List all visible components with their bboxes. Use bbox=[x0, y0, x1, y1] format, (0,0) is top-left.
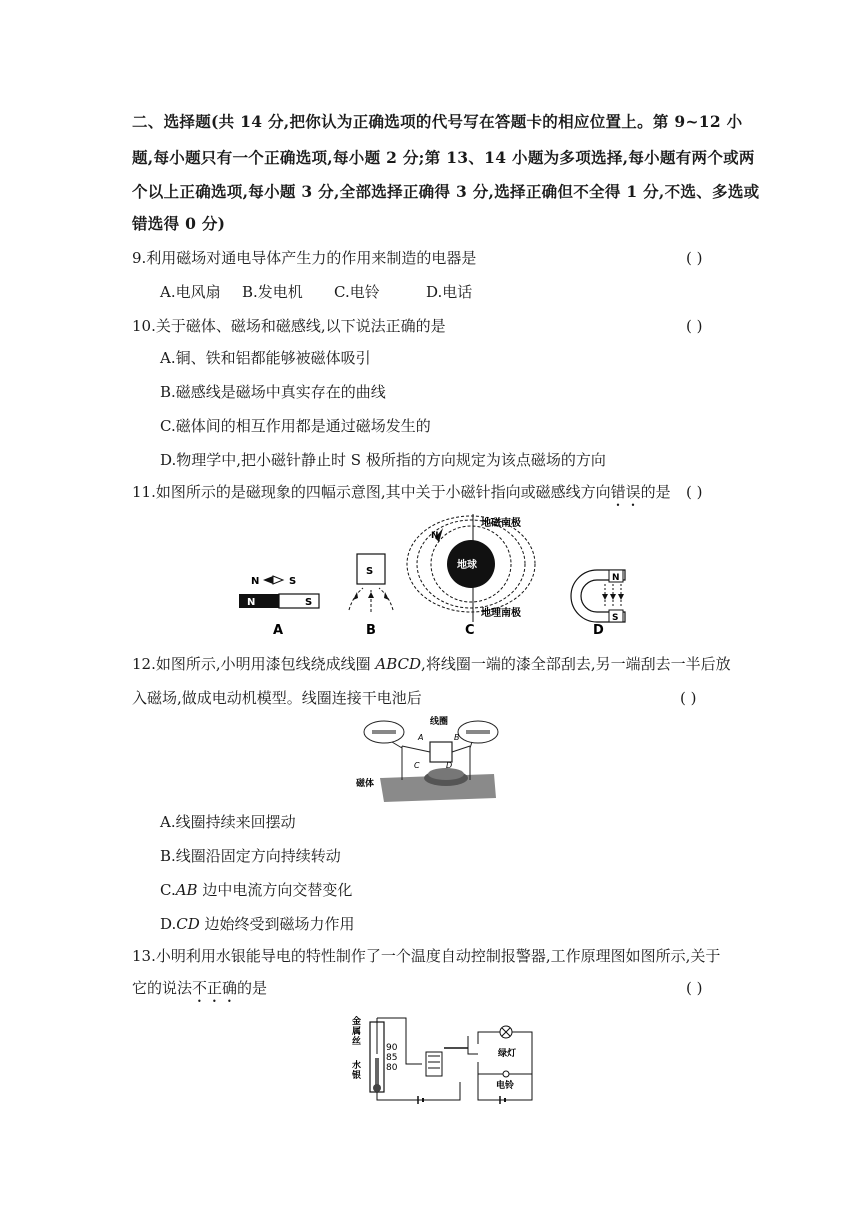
q13-wire-label-1: 金 bbox=[352, 1017, 362, 1027]
q10-option-a: A.铜、铁和铝都能够被磁体吸引 bbox=[160, 349, 371, 367]
q11-c-needle-n: N bbox=[431, 531, 439, 541]
q11-stem bbox=[132, 482, 732, 510]
svg-text:C: C bbox=[414, 761, 420, 770]
arrow-up-icon bbox=[368, 592, 374, 598]
bar-magnet-n-half bbox=[239, 594, 279, 608]
section-heading-line-2: 题,每小题只有一个正确选项,每小题 2 分;第 13、14 小题为多项选择,每小题有两个或两 bbox=[132, 148, 755, 167]
svg-text:A: A bbox=[418, 733, 424, 742]
q12-stem-line-1: 12.如图所示,小明用漆包线绕成线圈 ABCD,将线圈一端的漆全部刮去,另一端刮去一半后放 bbox=[132, 655, 731, 673]
q10-option-c: C.磁体间的相互作用都是通过磁场发生的 bbox=[160, 417, 431, 435]
svg-text:B: B bbox=[454, 733, 460, 742]
svg-text:D: D bbox=[446, 761, 453, 770]
coil bbox=[430, 742, 452, 762]
q11-answer-paren: ( ) bbox=[686, 483, 703, 501]
q13-figure bbox=[350, 1014, 540, 1108]
q11-a-magnet-s: S bbox=[305, 597, 313, 608]
q11-label-d: D bbox=[593, 623, 604, 638]
q12-option-d: D.CD 边始终受到磁场力作用 bbox=[160, 915, 355, 933]
svg-text:85: 85 bbox=[386, 1053, 398, 1063]
q11-figure-a bbox=[239, 576, 319, 638]
q11-stem-emphasis: 错误 bbox=[610, 483, 641, 501]
q12-option-c: C.AB 边中电流方向交替变化 bbox=[160, 881, 353, 899]
q11-b-magnet-s: S bbox=[366, 566, 374, 577]
svg-text:丝: 丝 bbox=[352, 1037, 362, 1047]
q10-answer-paren: ( ) bbox=[686, 317, 703, 335]
q12-coil-label: 线圈 bbox=[430, 717, 449, 727]
q11-label-a: A bbox=[273, 623, 284, 638]
q12-stem-line-2: 入磁场,做成电动机模型。线圈连接干电池后 bbox=[132, 689, 422, 707]
q9-option-a: A.电风扇 bbox=[160, 283, 221, 301]
q11-label-b: B bbox=[366, 623, 376, 638]
q13-stem-line-1: 13.小明利用水银能导电的特性制作了一个温度自动控制报警器,工作原理图如图所示,关于 bbox=[132, 947, 721, 965]
q12-option-b: B.线圈沿固定方向持续转动 bbox=[160, 847, 341, 865]
section-heading-line-1: 二、选择题(共 14 分,把你认为正确选项的代号写在答题卡的相应位置上。第 9~12 小 bbox=[132, 112, 743, 131]
q9-option-b: B.发电机 bbox=[242, 283, 303, 301]
q10-option-b: B.磁感线是磁场中真实存在的曲线 bbox=[160, 383, 386, 401]
bar-magnet-s-half bbox=[279, 594, 319, 608]
q12-option-a: A.线圈持续来回摆动 bbox=[160, 813, 296, 831]
q11-a-magnet-n: N bbox=[247, 597, 256, 608]
q13-mercury-label-1: 水 bbox=[352, 1061, 362, 1071]
q9-option-c: C.电铃 bbox=[334, 283, 380, 301]
q11-a-needle-n: N bbox=[251, 576, 260, 587]
q11-a-needle-s: S bbox=[289, 576, 297, 587]
q11-figure bbox=[225, 512, 645, 640]
q12-answer-paren: ( ) bbox=[680, 689, 697, 707]
svg-text:90: 90 bbox=[386, 1043, 398, 1053]
q11-stem-after: 的是 bbox=[640, 483, 671, 501]
q11-c-earth: 地球 bbox=[457, 560, 477, 571]
svg-text:属: 属 bbox=[352, 1027, 362, 1037]
q9-stem: 9.利用磁场对通电导体产生力的作用来制造的电器是 bbox=[132, 249, 477, 267]
needle-icon bbox=[263, 576, 273, 584]
q12-magnet-label: 磁体 bbox=[356, 779, 375, 789]
q11-d-n: N bbox=[612, 573, 620, 583]
q12-figure bbox=[354, 712, 500, 802]
q13-stem-line-2: 它的说法不正确的是 bbox=[132, 979, 268, 997]
section-heading-line-4: 错选得 0 分) bbox=[132, 214, 226, 233]
q13-lamp-label: 绿灯 bbox=[498, 1049, 517, 1059]
arrow-down-icon bbox=[602, 594, 608, 600]
q13-stem-emphasis: 不正确 bbox=[192, 979, 238, 997]
q13-answer-paren: ( ) bbox=[686, 979, 703, 997]
svg-text:80: 80 bbox=[386, 1063, 398, 1073]
q11-figure-b bbox=[349, 554, 393, 638]
q11-label-c: C bbox=[465, 623, 475, 638]
q9-answer-paren: ( ) bbox=[686, 249, 703, 267]
q9-option-d: D.电话 bbox=[426, 283, 473, 301]
q11-c-geo-south: 地磁南极 bbox=[481, 518, 521, 529]
q11-d-s: S bbox=[612, 613, 619, 623]
svg-text:银: 银 bbox=[352, 1071, 362, 1081]
q10-option-d: D.物理学中,把小磁针静止时 S 极所指的方向规定为该点磁场的方向 bbox=[160, 451, 606, 469]
q11-figure-d bbox=[571, 570, 625, 638]
q10-stem: 10.关于磁体、磁场和磁感线,以下说法正确的是 bbox=[132, 317, 446, 335]
q11-stem-before: 11.如图所示的是磁现象的四幅示意图,其中关于小磁针指向或磁感线方向 bbox=[132, 483, 611, 501]
q11-c-geographic-south: 地理南极 bbox=[481, 608, 521, 619]
q13-bell-label: 电铃 bbox=[496, 1081, 515, 1091]
section-heading-line-3: 个以上正确选项,每小题 3 分,全部选择正确得 3 分,选择正确但不全得 1 分,不选、多选或 bbox=[132, 182, 760, 201]
q11-figure-c bbox=[407, 514, 535, 638]
bell-icon bbox=[503, 1071, 509, 1077]
q9-options bbox=[160, 282, 760, 302]
